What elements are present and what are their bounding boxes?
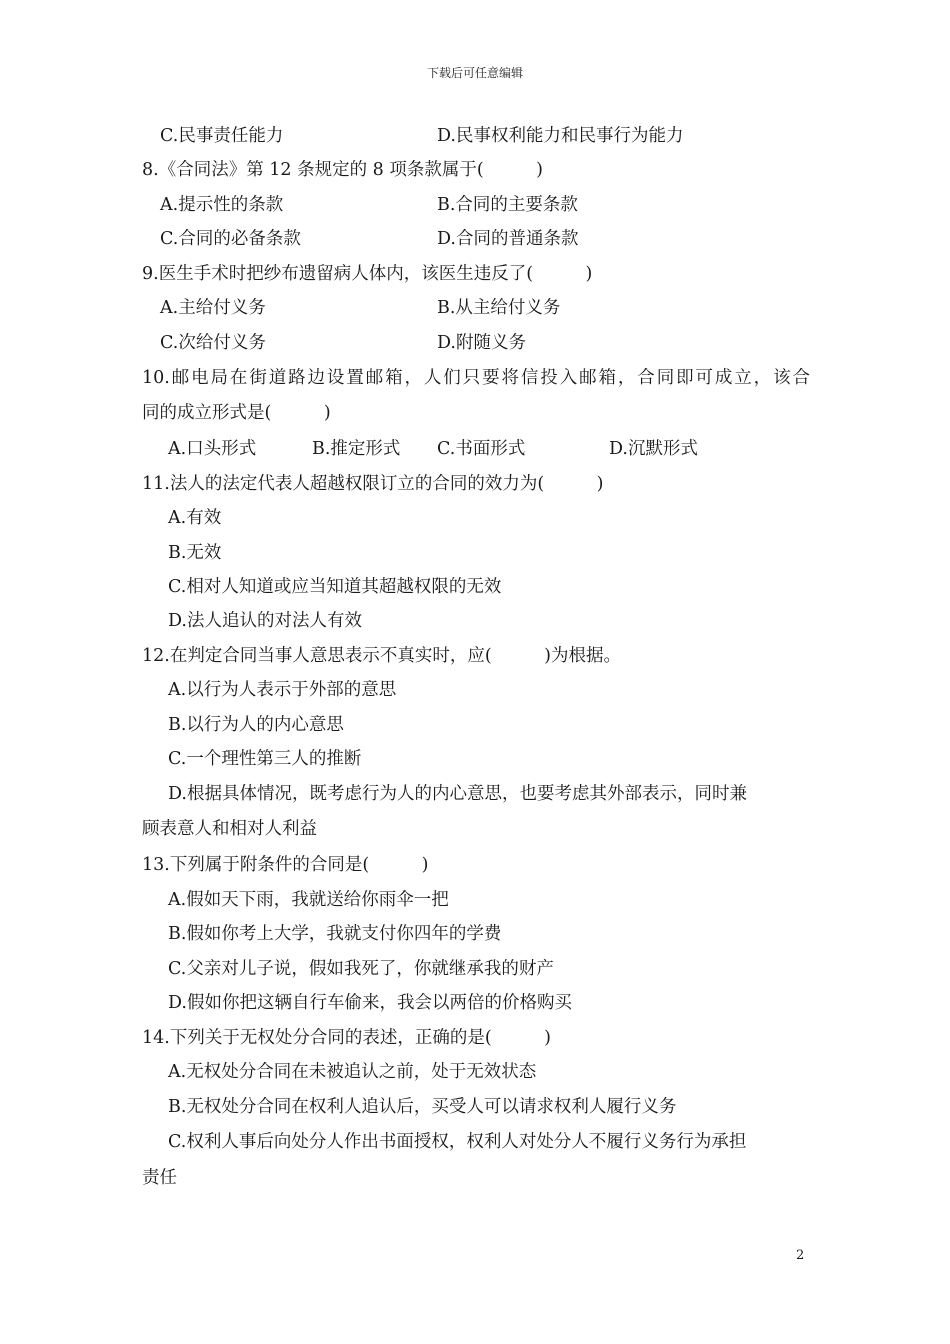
q10-option-c: C.书面形式 (437, 439, 526, 459)
q8-option-d: D.合同的普通条款 (437, 229, 579, 249)
q10-option-d: D.沉默形式 (609, 439, 698, 459)
q10-option-a: A.口头形式 (168, 439, 257, 459)
q12-option-a: A.以行为人表示于外部的意思 (168, 680, 397, 700)
q13-option-d: D.假如你把这辆自行车偷来，我会以两倍的价格购买 (168, 993, 572, 1013)
q11-option-d: D.法人追认的对法人有效 (168, 611, 362, 631)
q9-option-b: B.从主给付义务 (437, 298, 561, 318)
q14-option-a: A.无权处分合同在未被追认之前，处于无效状态 (168, 1062, 537, 1082)
q12-option-c: C.一个理性第三人的推断 (168, 749, 362, 769)
q8-option-a: A.提示性的条款 (160, 195, 284, 215)
q12-stem: 12.在判定合同当事人意思表示不真实时，应( )为根据。 (142, 646, 621, 666)
q11-option-a: A.有效 (168, 508, 222, 528)
q10-option-b: B.推定形式 (312, 439, 401, 459)
q8-stem: 8.《合同法》第 12 条规定的 8 项条款属于( ) (142, 160, 544, 180)
q11-option-c: C.相对人知道或应当知道其超越权限的无效 (168, 577, 502, 597)
q8-option-b: B.合同的主要条款 (437, 195, 578, 215)
q13-option-c: C.父亲对儿子说，假如我死了，你就继承我的财产 (168, 959, 554, 979)
q12-option-d-line2: 顾表意人和相对人利益 (142, 819, 317, 839)
q13-stem: 13.下列属于附条件的合同是( ) (142, 855, 429, 875)
q14-option-b: B.无权处分合同在权利人追认后，买受人可以请求权利人履行义务 (168, 1097, 677, 1117)
page-header: 下载后可任意编辑 (426, 66, 523, 80)
q12-option-d-line1: D.根据具体情况，既考虑行为人的内心意思，也要考虑其外部表示，同时兼 (168, 784, 747, 804)
q7-option-d: D.民事权利能力和民事行为能力 (437, 126, 684, 146)
q14-option-c-line1: C.权利人事后向处分人作出书面授权，权利人对处分人不履行义务行为承担 (168, 1132, 747, 1152)
q13-option-b: B.假如你考上大学，我就支付你四年的学费 (168, 924, 502, 944)
q9-option-d: D.附随义务 (437, 333, 526, 353)
q7-option-c: C.民事责任能力 (160, 126, 284, 146)
q11-option-b: B.无效 (168, 543, 222, 563)
q8-option-c: C.合同的必备条款 (160, 229, 301, 249)
q11-stem: 11.法人的法定代表人超越权限订立的合同的效力为( ) (142, 474, 604, 494)
q9-option-a: A.主给付义务 (160, 298, 266, 318)
page-number: 2 (796, 1248, 805, 1263)
q13-option-a: A.假如天下雨，我就送给你雨伞一把 (168, 890, 449, 910)
q9-option-c: C.次给付义务 (160, 333, 266, 353)
q9-stem: 9.医生手术时把纱布遗留病人体内，该医生违反了( ) (142, 264, 593, 284)
q10-stem-line1: 10.邮电局在街道路边设置邮箱，人们只要将信投入邮箱，合同即可成立，该合 (142, 368, 810, 388)
q12-option-b: B.以行为人的内心意思 (168, 715, 344, 735)
q14-stem: 14.下列关于无权处分合同的表述，正确的是( ) (142, 1028, 551, 1048)
q10-stem-line2: 同的成立形式是( ) (142, 403, 331, 423)
q14-option-c-line2: 责任 (142, 1168, 177, 1188)
